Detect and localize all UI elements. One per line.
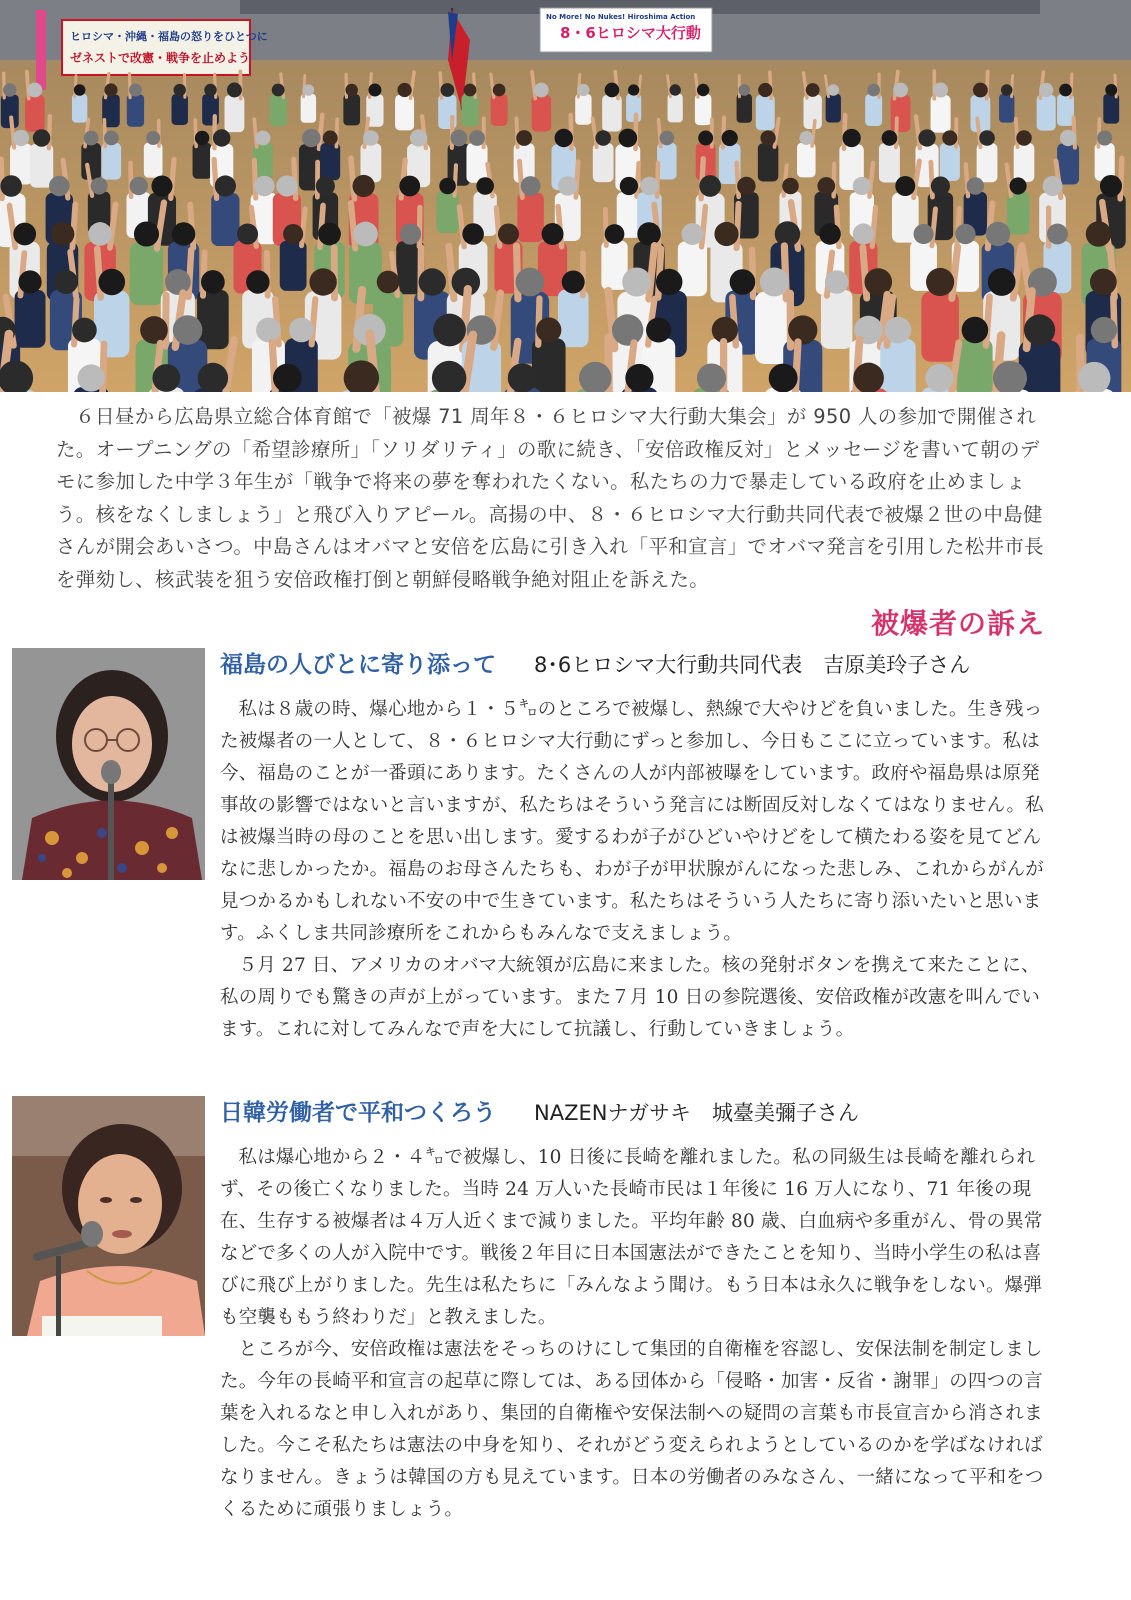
speaker-2-paragraph: 私は爆心地から２・４㌔で被爆し、10 日後に長崎を離れました。私の同級生は長崎を離れられず、その後亡くなりました。当時 24 万人いた長崎市民は１年後に 16 万人になり、71 年後の現在、生存する被爆者は４万人近くまで減りました。平均年齢 80 歳、白血病や多重がん、骨の異常などで多くの人が入院中です。戦後２年目に日本国憲法ができたことを知り、当時小学生の私は喜びに飛び上がりました。先生は私たちに「みんなよう聞け。もう日本は永久に戦争をしない。爆弾も空襲ももう終わりだ」と教えました。 [220, 1147, 1043, 1328]
speaker-1-name: 8･6ヒロシマ大行動共同代表 吉原美玲子さん [534, 653, 971, 677]
speaker-2-name: NAZENナガサキ 城臺美彌子さん [534, 1101, 860, 1125]
banner-left [62, 20, 268, 75]
svg-text:ゼネストで改憲・戦争を止めよう: ゼネストで改憲・戦争を止めよう [70, 51, 251, 65]
speaker-1-paragraph: ５月 27 日、アメリカのオバマ大統領が広島に来ました。核の発射ボタンを携えて来たことに、私の周りでも驚きの声が上がっています。また７月 10 日の参院選後、安倍政権が改憲を叫んでいます。これに対してみんなで声を大にして抗議し、行動していきましょう。 [220, 955, 1041, 1040]
speaker-2-photo [12, 1096, 205, 1336]
svg-text:8・6ヒロシマ大行動: 8・6ヒロシマ大行動 [560, 24, 701, 42]
svg-text:No More! No Nukes! Hiroshima A: No More! No Nukes! Hiroshima Action [546, 13, 696, 21]
speaker-1-heading [220, 646, 970, 679]
speaker-2-body [220, 1142, 1048, 1526]
speaker-2-heading [220, 1094, 859, 1127]
svg-text:ヒロシマ・沖縄・福島の怒りをひとつに: ヒロシマ・沖縄・福島の怒りをひとつに [70, 30, 268, 43]
speaker-2-paragraph: ところが今、安倍政権は憲法をそっちのけにして集団的自衛権を容認し、安保法制を制定しました。今年の長崎平和宣言の起草に際しては、ある団体から「侵略・加害・反省・謝罪」の四つの言葉を入れるなと申し入れがあり、集団的自衛権や安保法制への疑問の言葉も市長宣言から消されました。今こそ私たちは憲法の中身を知り、それがどう変えられようとしているのかを学ばなければなりません。きょうは韓国の方も見えています。日本の労働者のみなさん、一緒になって平和をつくるために頑張りましょう。 [220, 1339, 1044, 1520]
section-title: 被爆者の訴え [870, 607, 1045, 640]
rally-photo [0, 0, 1131, 392]
speaker-1-body [220, 694, 1048, 1046]
intro-paragraph: ６日昼から広島県立総合体育館で「被爆 71 周年８・６ヒロシマ大行動大集会」が 950 人の参加で開催された。オープニングの「希望診療所」「ソリダリティ」の歌に続き、「安倍政権反対」とメッセージを書いて朝のデモに参加した中学３年生が「戦争で将来の夢を奪われたくない。私たちの力で暴走している政府を止めましょう。核をなくしましょう」と飛び入りアピール。高揚の中、８・６ヒロシマ大行動共同代表で被爆２世の中島健さんが開会あいさつ。中島さんはオバマと安倍を広島に引き入れ「平和宣言」でオバマ発言を引用した松井市長を弾劾し、核武装を狙う安倍政権打倒と朝鮮侵略戦争絶対阻止を訴えた。 [56, 405, 1044, 591]
speaker-1-photo [12, 648, 205, 880]
speaker-1-paragraph: 私は８歳の時、爆心地から１・５㌔のところで被爆し、熱線で大やけどを負いました。生き残った被爆者の一人として、８・６ヒロシマ大行動にずっと参加し、今日もここに立っています。私は今、福島のことが一番頭にあります。たくさんの人が内部被曝をしています。政府や福島県は原発事故の影響ではないと言いますが、私たちはそういう発言には断固反対しなくてはなりません。私は被爆当時の母のことを思い出します。愛するわが子がひどいやけどをして横たわる姿を見てどんなに悲しかったか。福島のお母さんたちも、わが子が甲状腺がんになった悲しみ、これからがんが見つかるかもしれない不安の中で生きています。私たちはそういう人たちに寄り添いたいと思います。ふくしま共同診療所をこれからもみんなで支えましょう。 [220, 699, 1044, 944]
speaker-2-title: 日韓労働者で平和つくろう [220, 1100, 496, 1126]
banner-center [540, 8, 712, 52]
speaker-1-title: 福島の人びとに寄り添って [220, 652, 496, 678]
